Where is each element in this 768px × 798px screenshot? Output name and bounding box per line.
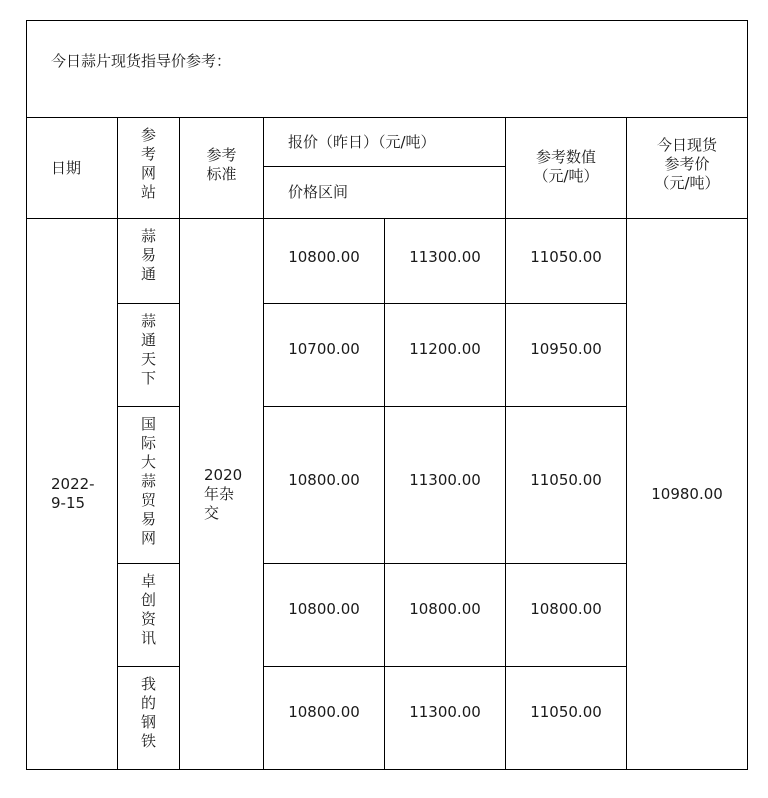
header-today-line2: 参考价 bbox=[664, 155, 710, 173]
range-low: 10800.00 bbox=[288, 600, 360, 618]
table-row bbox=[27, 219, 748, 304]
site-name: 蒜易通 bbox=[141, 227, 157, 283]
today-price-value: 10980.00 bbox=[651, 484, 723, 503]
today-price-cell bbox=[627, 219, 748, 770]
header-ref-value-line1: 参考数值 bbox=[535, 148, 596, 166]
range-high-cell bbox=[385, 304, 506, 407]
header-standard-line2: 标准 bbox=[206, 165, 237, 183]
header-standard-line1: 参考 bbox=[206, 146, 237, 164]
header-date bbox=[27, 118, 118, 219]
ref-value-cell bbox=[506, 304, 627, 407]
table-title: 今日蒜片现货指导价参考： bbox=[51, 51, 232, 70]
site-name: 我的钢铁 bbox=[141, 675, 157, 750]
range-high: 10800.00 bbox=[409, 600, 481, 618]
range-high-cell bbox=[385, 219, 506, 304]
range-high-cell bbox=[385, 667, 506, 770]
range-high-cell bbox=[385, 564, 506, 667]
standard-value: 2020年杂交 bbox=[204, 465, 243, 522]
header-ref-value bbox=[506, 118, 627, 219]
range-low: 10800.00 bbox=[288, 471, 360, 489]
ref-value: 10800.00 bbox=[530, 600, 602, 618]
date-value: 2022-9-15 bbox=[51, 475, 95, 512]
ref-value: 11050.00 bbox=[530, 471, 602, 489]
range-high: 11300.00 bbox=[409, 248, 481, 266]
site-cell bbox=[118, 407, 180, 564]
site-cell bbox=[118, 304, 180, 407]
header-site bbox=[118, 118, 180, 219]
site-name: 国际大蒜贸易网 bbox=[141, 415, 157, 547]
ref-value-cell bbox=[506, 564, 627, 667]
ref-value-cell bbox=[506, 407, 627, 564]
site-name: 蒜通天下 bbox=[141, 312, 157, 387]
range-high: 11300.00 bbox=[409, 703, 481, 721]
price-table bbox=[26, 20, 748, 770]
site-name: 卓创资讯 bbox=[141, 572, 157, 647]
range-low-cell bbox=[264, 407, 385, 564]
header-range bbox=[264, 167, 506, 219]
ref-value-cell bbox=[506, 667, 627, 770]
range-low: 10800.00 bbox=[288, 248, 360, 266]
range-high: 11300.00 bbox=[409, 471, 481, 489]
header-date-label: 日期 bbox=[51, 158, 82, 177]
range-high: 11200.00 bbox=[409, 340, 481, 358]
ref-value: 11050.00 bbox=[530, 248, 602, 266]
range-low: 10700.00 bbox=[288, 340, 360, 358]
header-standard bbox=[180, 118, 264, 219]
range-low-cell bbox=[264, 564, 385, 667]
header-quote bbox=[264, 118, 506, 167]
date-cell bbox=[27, 219, 118, 770]
header-row-1 bbox=[27, 118, 748, 167]
range-high-cell bbox=[385, 407, 506, 564]
title-row bbox=[27, 21, 748, 118]
range-low: 10800.00 bbox=[288, 703, 360, 721]
header-today-price bbox=[627, 118, 748, 219]
ref-value: 10950.00 bbox=[530, 340, 602, 358]
header-site-label: 参考网站 bbox=[141, 126, 157, 201]
site-cell bbox=[118, 667, 180, 770]
header-range-label: 价格区间 bbox=[288, 183, 349, 201]
header-quote-label: 报价（昨日）（元/吨） bbox=[288, 132, 436, 151]
range-low-cell bbox=[264, 304, 385, 407]
ref-value-cell bbox=[506, 219, 627, 304]
ref-value: 11050.00 bbox=[530, 703, 602, 721]
header-today-line3: （元/吨） bbox=[654, 174, 720, 192]
header-ref-value-line2: （元/吨） bbox=[533, 167, 599, 185]
header-today-line1: 今日现货 bbox=[657, 136, 718, 154]
site-cell bbox=[118, 564, 180, 667]
range-low-cell bbox=[264, 219, 385, 304]
standard-cell bbox=[180, 219, 264, 770]
range-low-cell bbox=[264, 667, 385, 770]
site-cell bbox=[118, 219, 180, 304]
table-title-cell bbox=[27, 21, 748, 118]
